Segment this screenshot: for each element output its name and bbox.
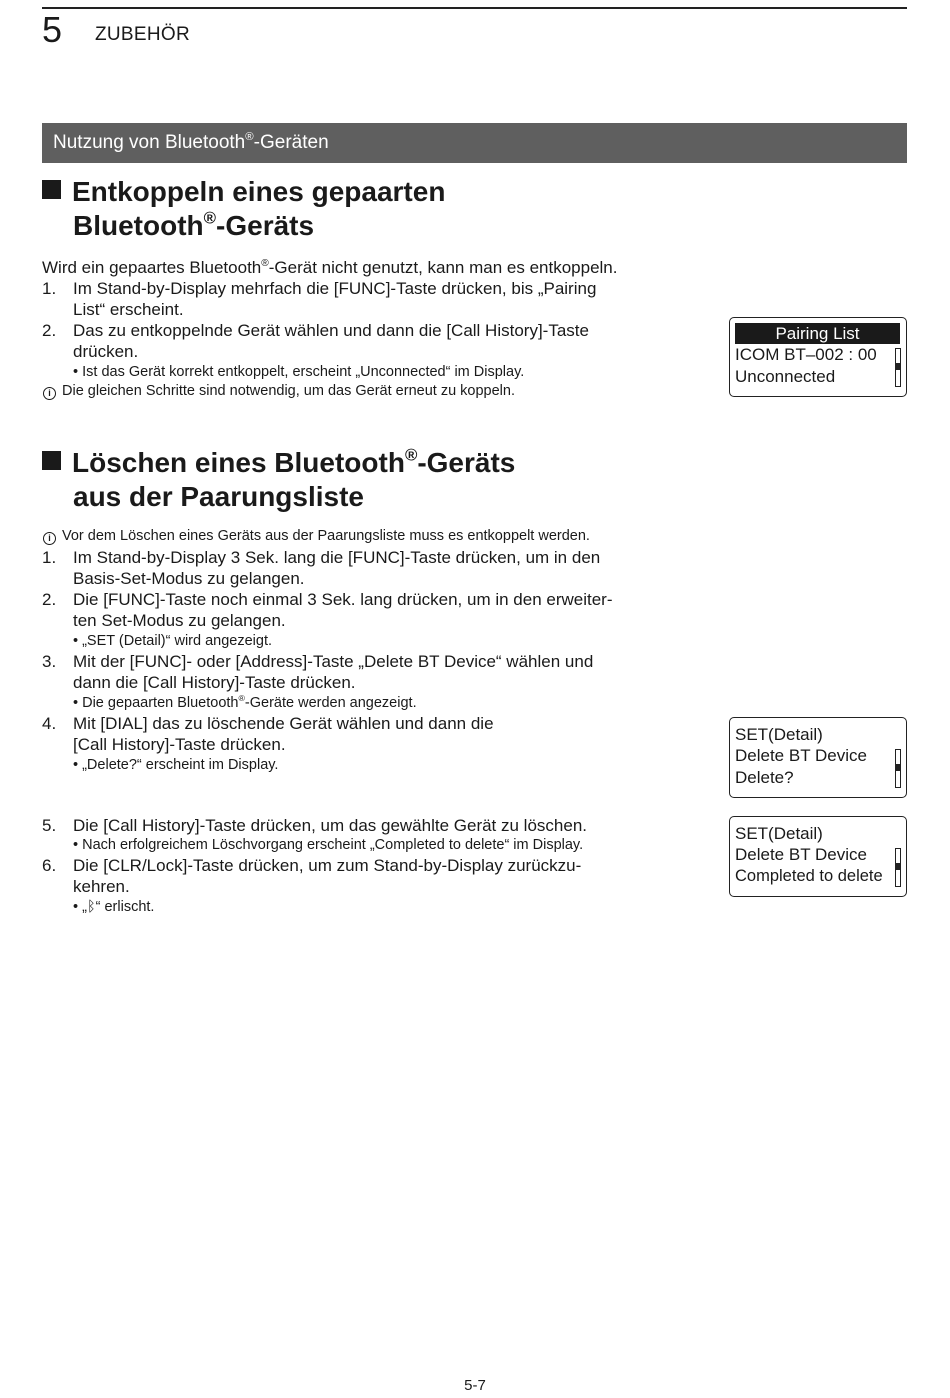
step-4-delete: 4. Mit [DIAL] das zu löschende Gerät wählen und dann die [Call History]-Taste drücken. bbox=[42, 714, 494, 754]
step-5-delete-note: • Nach erfolgreichem Löschvorgang erscheint „Completed to delete“ im Display. bbox=[73, 837, 584, 853]
lcd-delete-confirm bbox=[729, 717, 907, 798]
section-1-intro: Wird ein gepaartes Bluetooth®-Gerät nicht genutzt, kann man es entkoppeln. bbox=[42, 257, 618, 277]
lcd-line: Delete? bbox=[735, 768, 794, 787]
lcd-line: Delete BT Device bbox=[735, 845, 867, 864]
step-2-delete-note: • „SET (Detail)“ wird angezeigt. bbox=[73, 633, 273, 649]
section-2-heading: Löschen eines Bluetooth®-Geräts aus der Paarungsliste bbox=[42, 446, 515, 514]
page-number: 5-7 bbox=[464, 1377, 486, 1394]
step-4-delete-note: • „Delete?“ erscheint im Display. bbox=[73, 757, 279, 773]
step-1-delete: 1. Im Stand-by-Display 3 Sek. lang die [FUNC]-Taste drücken, um in den Basis-Set-Modus zu gelangen. bbox=[42, 548, 601, 588]
lcd-scrollbar bbox=[895, 749, 901, 788]
step-2-unpair: 2. Das zu entkoppelnde Gerät wählen und dann die [Call History]-Taste drücken. bbox=[42, 321, 589, 361]
heading-square-icon bbox=[42, 180, 61, 199]
info-icon: i bbox=[43, 387, 56, 400]
lcd-line: SET(Detail) bbox=[735, 824, 823, 843]
step-6-delete: 6. Die [CLR/Lock]-Taste drücken, um zum Stand-by-Display zurückzu- kehren. bbox=[42, 856, 582, 896]
heading-square-icon bbox=[42, 451, 61, 470]
step-2-note: • Ist das Gerät korrekt entkoppelt, erscheint „Unconnected“ im Display. bbox=[73, 364, 525, 380]
step-1-unpair: 1. Im Stand-by-Display mehrfach die [FUNC]-Taste drücken, bis „Pairing List“ erscheint. bbox=[42, 279, 597, 319]
lcd-line: Unconnected bbox=[735, 367, 836, 386]
lcd-line: ICOM BT–002 : 00 bbox=[735, 345, 877, 364]
step-3-delete-note: • Die gepaarten Bluetooth®-Geräte werden angezeigt. bbox=[73, 692, 417, 711]
top-rule bbox=[42, 7, 907, 9]
chapter-title: ZUBEHÖR bbox=[95, 24, 190, 45]
section-banner: Nutzung von Bluetooth®-Geräten bbox=[42, 123, 907, 163]
chapter-number: 5 bbox=[42, 9, 63, 50]
step-6-delete-note: • „ᛒ“ erlischt. bbox=[73, 899, 155, 915]
lcd-scrollbar bbox=[895, 848, 901, 887]
step-3-delete: 3. Mit der [FUNC]- oder [Address]-Taste „Delete BT Device“ wählen und dann die [Call History]-Taste drücken. bbox=[42, 652, 594, 692]
step-5-delete: 5. Die [Call History]-Taste drücken, um das gewählte Gerät zu löschen. bbox=[42, 816, 588, 835]
lcd-pairing-list bbox=[729, 317, 907, 397]
step-2-delete: 2. Die [FUNC]-Taste noch einmal 3 Sek. lang drücken, um in den erweiter- ten Set-Modus zu gelangen. bbox=[42, 590, 613, 630]
section-1-heading: Entkoppeln eines gepaarten Bluetooth®-Geräts bbox=[42, 175, 445, 243]
bluetooth-icon: ᛒ bbox=[86, 899, 96, 915]
lcd-line: Completed to delete bbox=[735, 867, 883, 885]
lcd-delete-completed bbox=[729, 816, 907, 897]
section-2-info: i Vor dem Löschen eines Geräts aus der Paarungsliste muss es entkoppelt werden. bbox=[43, 526, 590, 546]
lcd-title: Pairing List bbox=[735, 323, 900, 344]
lcd-line: SET(Detail) bbox=[735, 725, 823, 744]
lcd-line: Delete BT Device bbox=[735, 746, 867, 765]
info-icon: i bbox=[43, 532, 56, 545]
section-1-info: i Die gleichen Schritte sind notwendig, um das Gerät erneut zu koppeln. bbox=[43, 381, 515, 401]
lcd-scrollbar bbox=[895, 348, 901, 387]
